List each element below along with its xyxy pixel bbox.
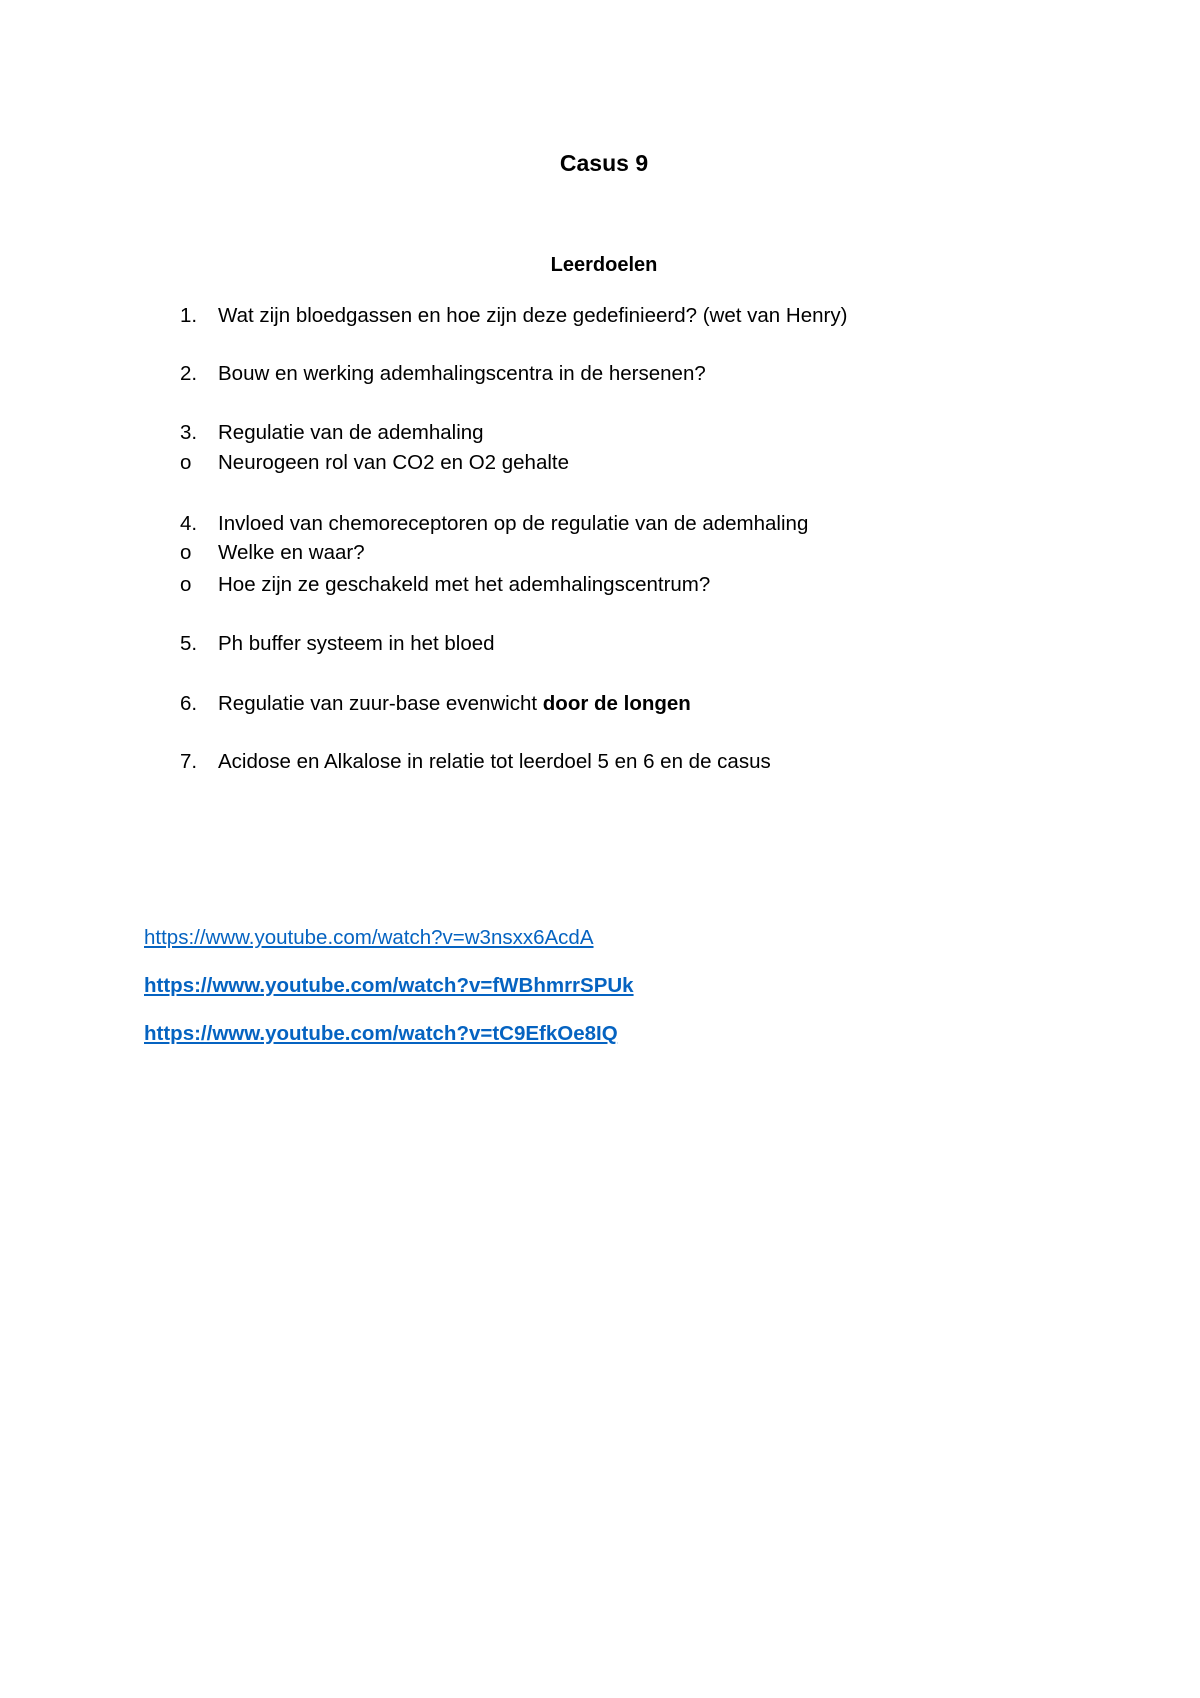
list-item-text: Neurogeen rol van CO2 en O2 gehalte (218, 451, 570, 474)
list-marker: 2. (180, 362, 198, 385)
list-marker: 6. (180, 692, 198, 715)
list-item-text: Invloed van chemoreceptoren op de regulatie van de ademhaling (218, 512, 809, 535)
list-marker: 3. (180, 421, 198, 444)
list-item-text-regular: Regulatie van zuur-base evenwicht (218, 692, 543, 715)
list-item-text: Ph buffer systeem in het bloed (218, 632, 495, 655)
list-marker: 7. (180, 750, 198, 773)
youtube-link-3[interactable]: https://www.youtube.com/watch?v=tC9EfkOe8IQ (144, 1022, 618, 1045)
list-item-text: Regulatie van de ademhaling (218, 421, 484, 444)
bullet-marker: o (180, 451, 192, 474)
list-marker: 5. (180, 632, 198, 655)
list-marker: 1. (180, 304, 198, 327)
list-item-text: Bouw en werking ademhalingscentra in de hersenen? (218, 362, 706, 385)
section-heading-leerdoelen: Leerdoelen (550, 254, 658, 276)
document-title: Casus 9 (559, 150, 649, 176)
bullet-marker: o (180, 573, 192, 596)
list-item-text: Acidose en Alkalose in relatie tot leerdoel 5 en 6 en de casus (218, 750, 771, 773)
list-marker: 4. (180, 512, 198, 535)
list-item-text: Wat zijn bloedgassen en hoe zijn deze gedefinieerd? (wet van Henry) (218, 304, 848, 327)
list-item-text: Hoe zijn ze geschakeld met het ademhalingscentrum? (218, 573, 711, 596)
bullet-marker: o (180, 541, 192, 564)
list-item-text-bold: door de longen (542, 692, 691, 715)
youtube-link-1[interactable]: https://www.youtube.com/watch?v=w3nsxx6AcdA (144, 926, 594, 949)
list-item-text: Welke en waar? (218, 541, 365, 564)
youtube-link-2[interactable]: https://www.youtube.com/watch?v=fWBhmrrSPUk (144, 974, 634, 997)
list-item-text (218, 690, 691, 718)
